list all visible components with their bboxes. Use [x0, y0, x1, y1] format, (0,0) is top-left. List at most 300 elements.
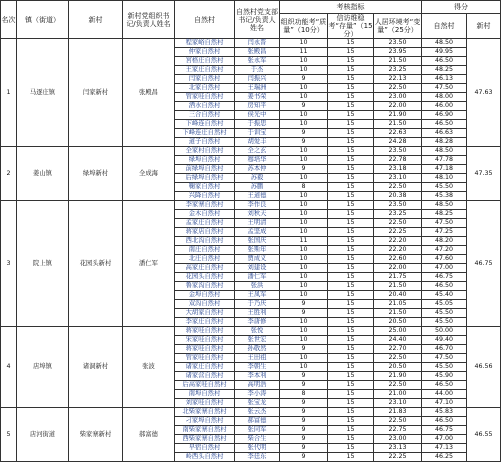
nv-secretary-cell: 李小涛 [235, 390, 280, 399]
petition-score-cell: 15 [328, 48, 374, 57]
natural-village-cell: 王家庄自然村 [175, 66, 235, 75]
org-score-cell: 9 [280, 345, 328, 354]
natural-village-cell: 前绿埠自然村 [175, 165, 235, 174]
natural-village-cell: 南庄自然村 [175, 246, 235, 255]
petition-score-cell: 15 [328, 282, 374, 291]
nv-secretary-cell: 张殿昌 [235, 48, 280, 57]
petition-score-cell: 15 [328, 147, 374, 156]
petition-score-cell: 15 [328, 363, 374, 372]
env-score-cell: 23.50 [374, 201, 422, 210]
org-score-cell: 11 [280, 48, 328, 57]
town-cell: 店埠镇 [17, 327, 69, 408]
env-score-cell: 22.50 [374, 219, 422, 228]
org-score-cell: 9 [280, 408, 328, 417]
org-score-cell: 10 [280, 336, 328, 345]
header-natural-village-secretary: 自然村党支部书记/负责人姓名 [235, 1, 280, 39]
petition-score-cell: 15 [328, 66, 374, 75]
town-cell: 姜山镇 [17, 147, 69, 201]
natural-total-cell: 46.50 [422, 282, 467, 291]
env-score-cell: 20.40 [374, 291, 422, 300]
natural-total-cell: 49.95 [422, 48, 467, 57]
org-score-cell: 10 [280, 39, 328, 48]
petition-score-cell: 15 [328, 291, 374, 300]
natural-total-cell: 44.00 [422, 390, 467, 399]
header-score-new: 新村 [467, 14, 501, 39]
natural-total-cell: 45.50 [422, 363, 467, 372]
natural-village-cell: 兴降自然村 [175, 192, 235, 201]
org-score-cell: 9 [280, 453, 328, 462]
env-score-cell: 22.25 [374, 453, 422, 462]
petition-score-cell: 15 [328, 354, 374, 363]
nv-secretary-cell: 闫振兴 [235, 75, 280, 84]
petition-score-cell: 15 [328, 381, 374, 390]
org-score-cell: 9 [280, 426, 328, 435]
new-village-score-cell: 46.75 [467, 201, 501, 327]
secretary-cell: 张波 [123, 327, 175, 408]
org-score-cell: 9 [280, 129, 328, 138]
petition-score-cell: 15 [328, 390, 374, 399]
org-score-cell: 10 [280, 282, 328, 291]
natural-total-cell: 46.63 [422, 129, 467, 138]
nv-secretary-cell: 李廷东 [235, 453, 280, 462]
nv-secretary-cell: 王道德 [235, 192, 280, 201]
natural-village-cell: 全家村自然村 [175, 147, 235, 156]
env-score-cell: 22.50 [374, 84, 422, 93]
org-score-cell: 10 [280, 219, 328, 228]
nv-secretary-cell: 苏毅 [235, 174, 280, 183]
nv-secretary-cell: 柴合生 [235, 435, 280, 444]
env-score-cell: 22.78 [374, 156, 422, 165]
nv-secretary-cell: 胡爱丰 [235, 138, 280, 147]
natural-total-cell: 48.20 [422, 237, 467, 246]
org-score-cell: 10 [280, 264, 328, 273]
petition-score-cell: 15 [328, 444, 374, 453]
nv-secretary-cell: 李朝生 [235, 363, 280, 372]
natural-village-cell: 孟家庄自然村 [175, 219, 235, 228]
natural-village-cell: 南埠自然村 [175, 390, 235, 399]
natural-total-cell: 46.50 [422, 417, 467, 426]
nv-secretary-cell: 王胜利 [235, 309, 280, 318]
secretary-cell: 潘仁军 [123, 201, 175, 327]
petition-score-cell: 15 [328, 246, 374, 255]
nv-secretary-cell: 刘建设 [235, 264, 280, 273]
env-score-cell: 22.00 [374, 264, 422, 273]
natural-total-cell: 48.25 [422, 66, 467, 75]
env-score-cell: 22.63 [374, 129, 422, 138]
nv-secretary-cell: 于振思 [235, 120, 280, 129]
natural-total-cell: 46.90 [422, 111, 467, 120]
petition-score-cell: 15 [328, 219, 374, 228]
natural-total-cell: 45.38 [422, 192, 467, 201]
env-score-cell: 23.50 [374, 147, 422, 156]
petition-score-cell: 15 [328, 273, 374, 282]
petition-score-cell: 15 [328, 336, 374, 345]
org-score-cell: 10 [280, 84, 328, 93]
nv-secretary-cell: 张同军 [235, 426, 280, 435]
org-score-cell: 10 [280, 246, 328, 255]
new-village-cell: 闫家新村 [69, 39, 123, 147]
nv-secretary-cell: 侯光中 [235, 111, 280, 120]
natural-total-cell: 48.50 [422, 39, 467, 48]
header-indicators: 考核指标 [280, 1, 422, 14]
natural-village-cell: 三合自然村 [175, 111, 235, 120]
secretary-cell: 郝富德 [123, 408, 175, 462]
env-score-cell: 21.75 [374, 273, 422, 282]
new-village-score-cell: 47.63 [467, 39, 501, 147]
org-score-cell: 10 [280, 255, 328, 264]
natural-total-cell: 47.50 [422, 219, 467, 228]
petition-score-cell: 15 [328, 264, 374, 273]
org-score-cell: 11 [280, 237, 328, 246]
natural-village-cell: 北柴家寨自然村 [175, 408, 235, 417]
table-header [1, 1, 501, 39]
org-score-cell: 10 [280, 147, 328, 156]
natural-total-cell: 46.50 [422, 381, 467, 390]
env-score-cell: 21.50 [374, 309, 422, 318]
natural-village-cell: 闫家自然村 [175, 75, 235, 84]
org-score-cell: 10 [280, 201, 328, 210]
nv-secretary-cell: 房知平 [235, 102, 280, 111]
petition-score-cell: 15 [328, 228, 374, 237]
org-score-cell: 9 [280, 417, 328, 426]
table-row [1, 327, 501, 336]
natural-village-cell: 李家寨自然村 [175, 201, 235, 210]
nv-secretary-cell: 张国庆 [235, 237, 280, 246]
natural-total-cell: 47.20 [422, 246, 467, 255]
natural-village-cell: 北家自然村 [175, 84, 235, 93]
table-body [1, 39, 501, 462]
org-score-cell: 9 [280, 75, 328, 84]
petition-score-cell: 15 [328, 201, 374, 210]
natural-total-cell: 47.60 [422, 255, 467, 264]
nv-secretary-cell: 郝富德 [235, 417, 280, 426]
natural-village-cell: 双沟自然村 [175, 300, 235, 309]
env-score-cell: 23.00 [374, 435, 422, 444]
nv-secretary-cell: 张洪 [235, 282, 280, 291]
header-new-village: 新村 [69, 1, 123, 39]
petition-score-cell: 15 [328, 399, 374, 408]
org-score-cell: 10 [280, 210, 328, 219]
org-score-cell: 9 [280, 372, 328, 381]
natural-total-cell: 47.50 [422, 354, 467, 363]
org-score-cell: 10 [280, 66, 328, 75]
natural-village-cell: 诸家营自然村 [175, 372, 235, 381]
new-village-cell: 诸洞新村 [69, 327, 123, 408]
petition-score-cell: 15 [328, 57, 374, 66]
env-score-cell: 23.18 [374, 165, 422, 174]
nv-secretary-cell: 高明浩 [235, 381, 280, 390]
nv-secretary-cell: 于乃庆 [235, 300, 280, 309]
natural-total-cell: 46.70 [422, 345, 467, 354]
nv-secretary-cell: 李唐修 [235, 318, 280, 327]
env-score-cell: 23.95 [374, 48, 422, 57]
petition-score-cell: 15 [328, 417, 374, 426]
org-score-cell: 9 [280, 300, 328, 309]
natural-village-cell: 岭西头自然村 [175, 453, 235, 462]
petition-score-cell: 15 [328, 435, 374, 444]
env-score-cell: 22.60 [374, 255, 422, 264]
env-score-cell: 21.90 [374, 111, 422, 120]
petition-score-cell: 15 [328, 129, 374, 138]
natural-village-cell: 后绿埠自然村 [175, 174, 235, 183]
org-score-cell: 9 [280, 381, 328, 390]
env-score-cell: 25.00 [374, 327, 422, 336]
natural-total-cell: 48.50 [422, 201, 467, 210]
org-score-cell: 9 [280, 435, 328, 444]
natural-total-cell: 47.78 [422, 156, 467, 165]
nv-secretary-cell: 张世宏 [235, 336, 280, 345]
org-score-cell: 10 [280, 327, 328, 336]
natural-village-cell: 北庄自然村 [175, 255, 235, 264]
natural-village-cell: 鞠家自然村 [175, 183, 235, 192]
nv-secretary-cell: 苏鹏 [235, 183, 280, 192]
nv-secretary-cell: 王瑞洲 [235, 84, 280, 93]
petition-score-cell: 15 [328, 309, 374, 318]
natural-total-cell: 47.00 [422, 264, 467, 273]
env-score-cell: 24.28 [374, 138, 422, 147]
secretary-cell: 张殿昌 [123, 39, 175, 147]
petition-score-cell: 15 [328, 318, 374, 327]
natural-total-cell: 48.28 [422, 138, 467, 147]
org-score-cell: 10 [280, 354, 328, 363]
petition-score-cell: 15 [328, 39, 374, 48]
env-score-cell: 21.50 [374, 282, 422, 291]
town-cell: 马逐庄镇 [17, 39, 69, 147]
petition-score-cell: 15 [328, 84, 374, 93]
rank-cell: 1 [1, 39, 17, 147]
header-secretary: 新村党组织书记/负责人姓名 [123, 1, 175, 39]
natural-village-cell: 刘家哇自然村 [175, 399, 235, 408]
nv-secretary-cell: 李作良 [235, 201, 280, 210]
org-score-cell: 9 [280, 309, 328, 318]
natural-total-cell: 46.25 [422, 453, 467, 462]
new-village-score-cell: 47.35 [467, 147, 501, 201]
env-score-cell: 21.83 [374, 408, 422, 417]
nv-secretary-cell: 张永军 [235, 57, 280, 66]
natural-village-cell: 绿埠自然村 [175, 156, 235, 165]
natural-village-cell: 下峰连庄自然村 [175, 129, 235, 138]
nv-secretary-cell: 王田祖 [235, 354, 280, 363]
town-cell: 店河街道 [17, 408, 69, 462]
natural-total-cell: 46.00 [422, 102, 467, 111]
header-environment: 人居环境考“变量”（25分） [374, 14, 422, 39]
env-score-cell: 23.10 [374, 399, 422, 408]
petition-score-cell: 15 [328, 426, 374, 435]
org-score-cell: 10 [280, 57, 328, 66]
natural-village-cell: 金埠自然村 [175, 291, 235, 300]
petition-score-cell: 15 [328, 408, 374, 417]
header-petition: 信访维稳考“存量”（15分） [328, 14, 373, 38]
rank-cell: 3 [1, 201, 17, 327]
rank-cell: 5 [1, 408, 17, 462]
table-row [1, 147, 501, 156]
natural-village-cell: 西柴家寨自然村 [175, 435, 235, 444]
env-score-cell: 21.50 [374, 57, 422, 66]
petition-score-cell: 15 [328, 174, 374, 183]
natural-village-cell: 蒋家店自然村 [175, 228, 235, 237]
natural-total-cell: 45.50 [422, 309, 467, 318]
natural-village-cell: 宮格庄自然村 [175, 57, 235, 66]
env-score-cell: 21.05 [374, 300, 422, 309]
env-score-cell: 23.25 [374, 66, 422, 75]
petition-score-cell: 15 [328, 192, 374, 201]
natural-total-cell: 47.00 [422, 435, 467, 444]
org-score-cell: 10 [280, 93, 328, 102]
natural-total-cell: 50.00 [422, 327, 467, 336]
env-score-cell: 21.90 [374, 372, 422, 381]
natural-total-cell: 45.90 [422, 372, 467, 381]
nv-secretary-cell: 于杰 [235, 66, 280, 75]
secretary-cell: 全成海 [123, 147, 175, 201]
natural-village-cell: 管家哇自然村 [175, 93, 235, 102]
natural-village-cell: 洒水自然村 [175, 102, 235, 111]
env-score-cell: 22.20 [374, 237, 422, 246]
natural-village-cell: 高家庄自然村 [175, 264, 235, 273]
natural-village-cell: 西北沟自然村 [175, 237, 235, 246]
nv-secretary-cell: 王明清 [235, 219, 280, 228]
petition-score-cell: 15 [328, 372, 374, 381]
natural-village-cell: 诸家庄自然村 [175, 363, 235, 372]
petition-score-cell: 15 [328, 210, 374, 219]
natural-total-cell: 47.13 [422, 444, 467, 453]
natural-village-cell: 蒋家哇自然村 [175, 327, 235, 336]
rank-cell: 4 [1, 327, 17, 408]
petition-score-cell: 15 [328, 165, 374, 174]
env-score-cell: 21.50 [374, 120, 422, 129]
nv-secretary-cell: 潘仁军 [235, 273, 280, 282]
org-score-cell: 10 [280, 363, 328, 372]
natural-total-cell: 47.25 [422, 228, 467, 237]
natural-total-cell: 48.00 [422, 93, 467, 102]
header-org-function: 组织功能考“质量”（10分） [280, 14, 328, 39]
org-score-cell: 10 [280, 318, 328, 327]
natural-village-cell: 李家庄自然村 [175, 318, 235, 327]
new-village-score-cell: 46.56 [467, 327, 501, 408]
petition-score-cell: 15 [328, 300, 374, 309]
petition-score-cell: 15 [328, 120, 374, 129]
natural-total-cell: 48.10 [422, 174, 467, 183]
petition-score-cell: 15 [328, 237, 374, 246]
env-score-cell: 22.50 [374, 417, 422, 426]
natural-total-cell: 45.50 [422, 183, 467, 192]
natural-village-cell: 南柴家寨自然村 [175, 426, 235, 435]
nv-secretary-cell: 张悦 [235, 327, 280, 336]
natural-total-cell: 47.10 [422, 399, 467, 408]
rank-cell: 2 [1, 147, 17, 201]
nv-secretary-cell: 全之玄 [235, 147, 280, 156]
nv-secretary-cell: 张宝龙 [235, 399, 280, 408]
env-score-cell: 20.50 [374, 318, 422, 327]
natural-village-cell: 管家哇自然村 [175, 354, 235, 363]
petition-score-cell: 15 [328, 183, 374, 192]
table-row [1, 39, 501, 48]
env-score-cell: 24.40 [374, 336, 422, 345]
new-village-cell: 柴家寨新村 [69, 408, 123, 462]
natural-total-cell: 45.05 [422, 300, 467, 309]
petition-score-cell: 15 [328, 102, 374, 111]
env-score-cell: 22.70 [374, 345, 422, 354]
petition-score-cell: 15 [328, 156, 374, 165]
env-score-cell: 22.00 [374, 102, 422, 111]
natural-village-cell: 早宿自然村 [175, 444, 235, 453]
natural-total-cell: 45.50 [422, 318, 467, 327]
org-score-cell: 10 [280, 291, 328, 300]
petition-score-cell: 15 [328, 75, 374, 84]
org-score-cell: 9 [280, 138, 328, 147]
table-row [1, 201, 501, 210]
org-score-cell: 10 [280, 111, 328, 120]
nv-secretary-cell: 闫永晋 [235, 39, 280, 48]
natural-village-cell: 宋家哇自然村 [175, 336, 235, 345]
env-score-cell: 22.50 [374, 381, 422, 390]
nv-secretary-cell: 张斯年 [235, 246, 280, 255]
org-score-cell: 10 [280, 174, 328, 183]
env-score-cell: 22.50 [374, 354, 422, 363]
petition-score-cell: 15 [328, 345, 374, 354]
new-village-cell: 绿埠新村 [69, 147, 123, 201]
org-score-cell: 10 [280, 120, 328, 129]
nv-secretary-cell: 张代明 [235, 444, 280, 453]
natural-total-cell: 45.83 [422, 408, 467, 417]
org-score-cell: 9 [280, 444, 328, 453]
nv-secretary-cell: 姜书荣 [235, 93, 280, 102]
env-score-cell: 22.13 [374, 75, 422, 84]
petition-score-cell: 15 [328, 138, 374, 147]
natural-village-cell: 后高家哇自然村 [175, 381, 235, 390]
env-score-cell: 22.25 [374, 228, 422, 237]
natural-total-cell: 48.50 [422, 147, 467, 156]
natural-village-cell: 花园头自然村 [175, 273, 235, 282]
env-score-cell: 23.10 [374, 174, 422, 183]
nv-secretary-cell: 于训宝 [235, 129, 280, 138]
org-score-cell: 8 [280, 183, 328, 192]
natural-total-cell: 47.50 [422, 84, 467, 93]
nv-secretary-cell: 穆培华 [235, 156, 280, 165]
petition-score-cell: 15 [328, 93, 374, 102]
natural-total-cell: 45.40 [422, 291, 467, 300]
nv-secretary-cell: 孙敬然 [235, 345, 280, 354]
org-score-cell: 9 [280, 102, 328, 111]
env-score-cell: 23.50 [374, 39, 422, 48]
nv-secretary-cell: 张云杰 [235, 408, 280, 417]
natural-total-cell: 46.75 [422, 273, 467, 282]
header-score-natural: 自然村 [422, 14, 467, 39]
natural-total-cell: 46.13 [422, 75, 467, 84]
petition-score-cell: 15 [328, 327, 374, 336]
nv-secretary-cell: 孟坚成 [235, 228, 280, 237]
town-cell: 院上镇 [17, 201, 69, 327]
natural-village-cell: 刁家埠自然村 [175, 417, 235, 426]
header-natural-village: 自然村 [175, 1, 235, 39]
org-score-cell: 10 [280, 156, 328, 165]
org-score-cell: 10 [280, 273, 328, 282]
natural-total-cell: 47.18 [422, 165, 467, 174]
petition-score-cell: 15 [328, 255, 374, 264]
natural-village-cell: 道子自然村 [175, 138, 235, 147]
petition-score-cell: 15 [328, 453, 374, 462]
new-village-cell: 花园头新村 [69, 201, 123, 327]
nv-secretary-cell: 刘秋天 [235, 210, 280, 219]
org-score-cell: 8 [280, 390, 328, 399]
nv-secretary-cell: 王凤军 [235, 291, 280, 300]
env-score-cell: 23.00 [374, 93, 422, 102]
org-score-cell: 9 [280, 399, 328, 408]
nv-secretary-cell: 苏本仲 [235, 165, 280, 174]
natural-village-cell: 金木自然村 [175, 210, 235, 219]
env-score-cell: 22.75 [374, 426, 422, 435]
org-score-cell: 10 [280, 192, 328, 201]
new-village-score-cell: 46.55 [467, 408, 501, 462]
